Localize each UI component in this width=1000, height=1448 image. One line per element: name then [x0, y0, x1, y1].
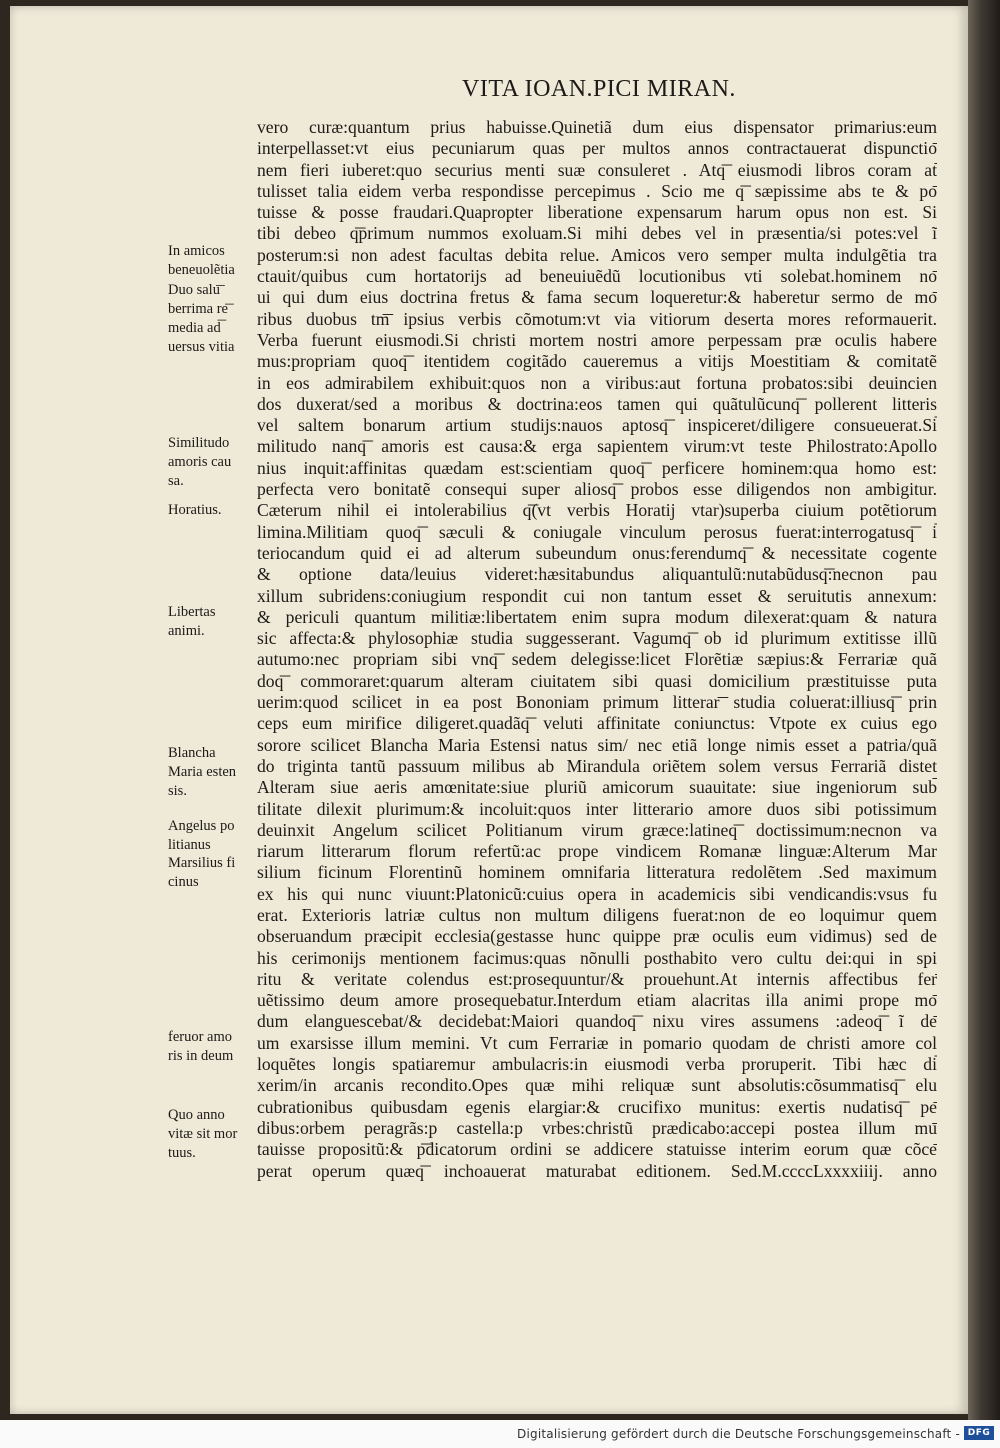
marginal-note-blancha: Blancha Maria esten sis.	[168, 745, 237, 799]
text-line: in eos admirabilem exhibuit:quos non a viribus:aut fortuna probatos:sibi deuincien	[257, 372, 937, 393]
text-line: ctauit/quibus cum hortatorijs ad beneuiuẽdũ locutionibus vti solebat.hominem no͞	[257, 266, 937, 287]
text-line: xerim/in arcanis recondito.Opes quæ mihi reliquæ sunt absolutis:cõsummatisq͞ elu	[257, 1075, 937, 1096]
digitization-footer	[0, 1420, 1000, 1448]
text-line: cubrationibus quibusdam egenis elargiar:& crucifixo munitus: exertis nudatisq͞ pe͞	[257, 1096, 937, 1117]
text-line: xillum subridens:coniugium respondit cui non tantum esset & seruitutis annexum:	[257, 585, 937, 606]
marginal-note-similitudo: Similitudo amoris cau sa.	[168, 435, 232, 489]
text-line: tilitate dilexit plurimum:& incoluit:quos inter litterario amore duos sibi potissimum	[257, 798, 937, 819]
text-line: obseruandum præcipit ecclesia(gestasse hunc quippe præ oculis eum vidimus) sed de	[257, 926, 937, 947]
text-line: ribus duobus tm͞ ipsius verbis cõmotum:vt via vitiorum deserta mores reformauerit.	[257, 308, 937, 329]
marginal-note-angelus: Angelus po litianus	[168, 818, 235, 853]
marginal-note-feruor: feruor amo ris in deum	[168, 1029, 234, 1064]
text-line: sorore scilicet Blancha Maria Estensi natus sim/ nec etiã longe nimis esset a patria/quã	[257, 734, 937, 755]
text-line: uẽtissimo deum amore prosequebatur.Interdum etiam alacritas illa animi prope mo͞	[257, 990, 937, 1011]
text-line: dos duxerat/sed a moribus & doctrina:eos tamen qui quãtulũcunq͞ pollerent litteris	[257, 393, 937, 414]
running-head: VITA IOAN.PICI MIRAN.	[462, 76, 736, 102]
text-line: um exarsisse illum memini. Vt cum Ferrariæ in pomario quodam de christi amore col	[257, 1032, 937, 1053]
marginal-note-marsilius: Marsilius fi cinus	[168, 855, 236, 890]
text-line: vero curæ:quantum prius habuisse.Quinetiã dum eius dispensator primarius:eum	[257, 117, 937, 137]
text-line: tauisse propositũ:& p͞dicatorum ordini se addicere statuisse interim eorum quæ cõce͞	[257, 1139, 937, 1160]
text-line: perfecta vero bonitatẽ consequi super aliosq͞ probos esse diligendos non ambigitur.	[257, 479, 937, 500]
marginal-note-horatius: Horatius.	[168, 502, 222, 518]
text-line: nem fieri iuberet:quo securius menti suæ consuleret . Atq͞ eiusmodi libros coram at͞	[257, 159, 937, 180]
book-edge	[968, 0, 1000, 1420]
text-line: mus:propriam quoq͞ itentidem cogitãdo caueremus a vitijs Moestitiam & comitatẽ	[257, 351, 937, 372]
document-page	[10, 6, 968, 1414]
text-line: vel saltem bonarum artium studijs:nauos aptosq͞ inspiceret/diligere consueuerat.Si͞	[257, 415, 937, 436]
text-line: limina.Militiam quoq͞ sæculi & coniugale vinculum perosus fuerat:interrogatusq͞ i͞	[257, 521, 937, 542]
text-line: ex his qui nunc viuunt:Platonicũ:cuius opera in academicis sibi vendicandis:vsus fu	[257, 883, 937, 904]
marginal-note-in-amicos: In amicos beneuolẽtia	[168, 243, 235, 278]
text-line: Alteram siue aeris amœnitate:siue pluriũ amicorum suauitate: siue ingeniorum sub͞	[257, 777, 937, 798]
text-line: doq͞ commoraret:quarum alteram ciuitatem sibi quasi domicilium præstituisse puta	[257, 670, 937, 691]
text-line: ceps eum mirifice diligeret.quadãq͞ veluti affinitate coniunctus: Vtpote ex cuius ego	[257, 713, 937, 734]
text-line: uerim:quod scilicet in ea post Bononiam primum litterar͞ studia coluerat:illiusq͞ prin	[257, 692, 937, 713]
text-line: ritu & veritate colendus est:prosequuntur/& prouehunt.At internis affectibus fer͞	[257, 968, 937, 989]
text-line: dibus:orbem peragrãs:p castella:p vrbes:christũ prædicabo:accepi postea illum mu͞	[257, 1117, 937, 1138]
text-line: riarum litterarum florum refertũ:ac prope vindicem Romanæ linguæ:Alterum Mar	[257, 841, 937, 862]
text-line: ui qui dum eius doctrina fretus & fama secum loqueretur:& haberetur sermo de mo͞	[257, 287, 937, 308]
text-line: & optione data/leuius videret:hæsitabundus aliquantulũ:nutabũdusq͞:necnon pau	[257, 564, 937, 585]
text-line: interpellasset:vt eius pecuniarum quas per multos annos contractauerat dispunctio͞	[257, 138, 937, 159]
text-line: tuisse & posse fraudari.Quapropter liberatione expensarum harum opus non est. Si	[257, 202, 937, 223]
text-line: Verba fuerunt eiusmodi.Si christi mortem nostri amore perpessam præ oculis habere	[257, 329, 937, 350]
text-line: teriocandum quid ei ad alterum subeundum onus:ferendumq͞ & necessitate cogente	[257, 542, 937, 563]
text-line: tibi debeo q͞primum nummos exoluam.Si mihi debes vel in præsentia/si potes:vel ĩ	[257, 223, 937, 244]
text-line: erat. Exterioris latriæ cultus non multum diligens fuerat:non de eo loquimur quem	[257, 904, 937, 925]
marginal-note-quo-anno: Quo anno vitæ sit mor tuus.	[168, 1107, 238, 1161]
text-line: posterum:si non adest facultas debita relue. Amicos vero semper multa indulgẽtia tra	[257, 244, 937, 265]
text-line: deuinxit Angelum scilicet Politianum virum græce:latineq͞ doctissimum:necnon va	[257, 819, 937, 840]
footer-credit: Digitalisierung gefördert durch die Deutsche Forschungsgemeinschaft -	[517, 1427, 960, 1441]
text-line: dum elanguescebat/& decidebat:Maiori quandoq͞ nixu vires assumens :adeoq͞ ĩ de͞	[257, 1011, 937, 1032]
marginal-note-libertas: Libertas animi.	[168, 604, 216, 639]
main-text-block	[257, 117, 937, 1182]
text-line: his cerimonijs mentionem facimus:quas nõnulli posthabito vero cultu dei:qui in spi	[257, 947, 937, 968]
text-line: silium ficinum Florentinũ hominem omnifaria litteratura redolẽtem .Sed maximum	[257, 862, 937, 883]
text-line: perat operum quæq͞ inchoauerat maturabat editionem. Sed.M.ccccLxxxxiiij. anno	[257, 1160, 937, 1181]
text-line: loquẽtes longis spatiaremur ambulacris:in eiusmodi verba proruperit. Tibi hæc di͞	[257, 1054, 937, 1075]
text-line: sic affecta:& phylosophiæ studia suggesserant. Vagumq͞ ob id plurimum extitisse illũ	[257, 628, 937, 649]
text-line: & periculi quantum militiæ:libertatem enim supra modum dilexerat:quam & natura	[257, 606, 937, 627]
text-line: Cæterum nihil ei intolerabilius q͞(vt verbis Horatij vtar)superba ciuium potẽtiorum	[257, 500, 937, 521]
text-line: autumo:nec propriam sibi vnq͞ sedem delegisse:licet Florẽtiæ sæpius:& Ferrariæ quã	[257, 649, 937, 670]
text-line: tulisset talia eidem verba respondisse percepimus . Scio me q͞ sæpissime abs te & po͞	[257, 180, 937, 201]
text-line: militudo nanq͞ amoris est causa:& erga sapientem virum:vt teste Philostrato:Apollo	[257, 436, 937, 457]
marginal-note-duo-remedia: Duo salu͞ berrima re͞ media ad͞ uersus vitia	[168, 282, 235, 355]
text-line: do triginta tantũ passuum milibus ab Mirandula oriẽtem solem versus Ferrariã distet	[257, 755, 937, 776]
dfg-logo: DFG	[964, 1426, 994, 1440]
text-line: nius inquit:affinitas quædam est:scientiam quoq͞ perficere hominem:qua homo est:	[257, 457, 937, 478]
